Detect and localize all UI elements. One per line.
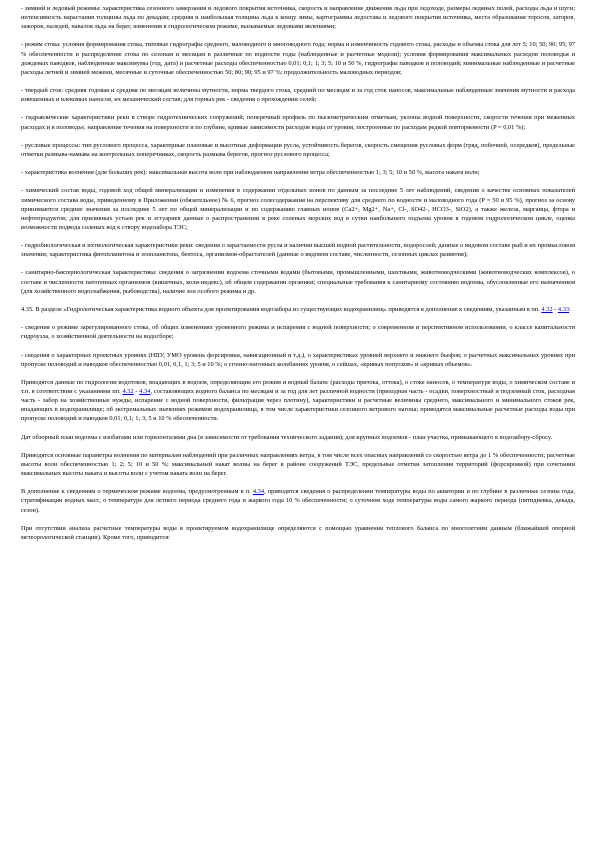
- link-4-32-inline[interactable]: 4.32: [122, 388, 134, 396]
- paragraph-sanitary: - санитарно-бактериологическая характеристика: сведения о загрязнении водоема сточными водами (бытовыми, промышленными, шахтными, животноводческими (животноводческих комплексов), о составе и численности патогенных организмов (кишечных, коли-индекс), об общем содержании органики; специальные требования к санитарному состоянию водоема, обусловленные его назначением (для хозяйственного водоснабжения, рыбоводства), наличие зон особого режима и др.: [21, 269, 575, 295]
- paragraph-runoff-regime: - режим стока: условия формирования стока, типовые гидрографы среднего, маловодного и многоводного года; норма и изменчивость годового стока, расходы и объемы стока для лет 5; 10; 50; 90; 95; 97 % обеспеченности и распределение стока по сезонам и месяцам в различные по водности годы (наблюденные и расчетные модели); условия формирования максимальных расходов половодья и дождевых паводков, наблюденные максимумы (год, дата) и расчетные расходы обеспеченностью 0,01; 0,1; 1; 3; 5; 10 и 50 %, гидрографы паводков и половодий; минимальные наблюденные и расчетные расходы летней и зимней межени, месячные и суточные обеспеченностью 50; 80; 90; 95 и 97 %; продолжительность маловодных периодов;: [21, 41, 575, 76]
- paragraph-section-4-35: [21, 305, 575, 314]
- section-4-35-text: 4.35. В разделе «Гидрологическая характеристика водного объекта для проектирования водозабора из существующих водохранилищ» приводятся в дополнение к сведениям, указанным в пп. 4.32 - 4.33:: [21, 305, 571, 313]
- link-4-33-inline[interactable]: 4.33: [557, 305, 570, 313]
- paragraph-hydraulic-characteristics: - гидравлические характеристики реки в створе гидротехнических сооружений; поперечный профиль по пьезометрическим отметкам, уклоны водной поверхности, скорости течения при меженных расходах и в половодье, направление течения на поверхности и по глубине, кривые зависимости расходов воды от уровня, построенные по расходам редкой повторяемости (P = 0,01 %);: [21, 114, 575, 131]
- paragraph-chemical-composition: - химический состав воды, годовой ход общей минерализации и изменения в содержании отдельных ионов по данным за последние 5 лет наблюдений, сведения о качестве основных показателей химического состава воды, приведенному в Приложении (обязательное) № 6, прогноз солесодержания на перспективу для среднего по водности и маловодного года (P = 50 и 95 %), прогноз за основу принимаются средние значения за последние 5 лет по общей минерализации и по содержанию главных ионов (Ca2+, Mg2+, Na+, Cl-, SO42-, HCO3-, SiO2), а также железа, марганца, фтора и нефтепродуктов; для приливных устьев рек и эстуариев данные о распространении в реке соленых морских вод в сутки наибольшего подъема уровня в годовом гидрологическом цикле, оценка возможности подвода соленых вод к створу водозабора ТЭС;: [21, 187, 575, 231]
- link-4-34-inline[interactable]: 4.34: [252, 488, 265, 496]
- link-4-32-inline[interactable]: 4.32: [541, 305, 553, 313]
- paragraph-wave-parameters: Приводятся основные параметры волнения по материалам наблюдений при различных направлениях ветра, в том числе всех опасных направлений со скоростью ветра до 1 % обеспеченности; расчетные высоты волн обеспеченностью 1; 2; 5; 10 и 50 %; максимальный накат волны на берег в районе сооружений ТЭС, предельные отметки затопления территорий (форсировкой) при сочетании максимальных высоты наката и высоты волн с учетом наката волн на берег.: [21, 451, 575, 478]
- paragraph-ice-regime: - зимний и ледовый режимы: характеристика сезонного замерзания и ледового покрытия источника, скорость и направление движения льда при ледоходе, размеры ледяных полей, расходы льда и шуги; интенсивность нарастания толщины льда по декадам; средняя и наибольшая толщина льда к концу зимы, картограммы ледостава и ледового покрытия источника, места образования торосов, заторов, зажоров, наледей, навалов льда на берег, изменения в гидрологическом режиме, вызываемые ледовыми явлениями;: [21, 5, 575, 31]
- paragraph-regulated-runoff: - сведения о режиме зарегулированного стока, об общих изменениях уровенного режима и испарения с водной поверхности; о современном и перспективном использовании, о классе капитальности гидроузла, о хозяйственной деятельности на водосборе;: [21, 324, 575, 341]
- paragraph-tributary-hydrology: Приводятся данные по гидрологии водотоков, впадающих в водоем, определяющие его режим и водный баланс (расходы притока, оттока), о стоке наносов, о температуре воды, о химическом составе и т.п. в соответствии с указаниями пп. 4.32 - 4.34, составляющих водного баланса по месяцам и за год для лет различной водности (приходная часть - осадки, поверхностный и подземный сток, расходная часть - забор на хозяйственные нужды, испарение с водной поверхности, фильтрация через плотину), характеристики и расчетные величины среднего, максимального и минимального стоков рек, впадающих в водохранилище; об экстремальных значениях режимов водохранилища, в том числе характеристики сезонного ветрового нагона; приводятся максимальные расчетные расходы воды при пропуске половодий и паводков 0,01; 0,1; 1; 3; 5 и 10 % обеспеченности.: [21, 378, 575, 423]
- paragraph-design-levels: - сведения о характерных проектных уровнях (НПУ, УМО уровень форсировки, навигационный и т.д.), о характеристиках уровней верхнего и нижнего бьефов; о расчетных максимальных уровнях при пропуске половодий и паводков обеспеченностью 0,01, 0,1, 1; 3; 5 и 10 %; о сгонно-нагонных колебаниях уровня, о сейшах, «кривых попусков» и «кривых объемов».: [21, 351, 575, 368]
- paragraph-wave-characteristics: - характеристика волнения (для больших рек): максимальная высота волн при наблюдаемом направлении ветра обеспеченностью 1; 3; 5; 10 и 50 %, высота наката волн;: [21, 169, 480, 177]
- paragraph-thermal-regime: В дополнение к сведениям о термическом режиме водоема, предусмотренным в п. 4.34, приводятся сведения о распределении температуры воды по акватории и по глубине в различные сезоны года, стратификации водных масс, о температуре для летнего периода среднего года и жаркого года 10 % обеспеченности; о суточном ходе температуры воды самого жаркого периода (пятидневка, декада, сезон).: [21, 488, 575, 514]
- paragraph-channel-processes: - русловые процессы: тип руслового процесса, характерные плановые и высотные деформации русла, устойчивость берегов, скорость смещения русловых форм (гряд, побочней, осередков), предельные отметки размыва-намыва на контрольных поперечниках, скорость размыва берегов, прогноз руслового процесса;: [21, 141, 575, 158]
- paragraph-overview-plan: Дат обзорный план водоема с изобатами или горизонталями дна (в зависимости от требования технического задания); для крупных водоемов - план участка, примыкающего к водозабору-сбросу.: [21, 433, 553, 441]
- paragraph-hydrobiology: - гидробиологическая и ихтиологическая характеристики реки: сведения о зарастаемости русла и наличии высшей водной растительности, водорослей; данные о видовом составе рыб и их промысловом значении; характеристика фитопланктона и зоопланктона, бентоса, организмов-обрастателей (данные о видовом составе, численности, сезонных циклах развития);: [21, 242, 575, 259]
- link-4-34-inline[interactable]: 4.34: [139, 388, 151, 396]
- paragraph-heat-balance: При отсутствии анализа расчетные температуры воды в проектируемом водохранилище определяются с помощью уравнения теплового баланса по многолетним данным (ближайшей опорной метеорологической станции). Кроме того, приводится:: [21, 524, 575, 541]
- paragraph-sediment-runoff: - твердый сток: средняя годовая и средняя по месяцам величины мутности, норма твердого стока, средний по месяцам и за год сток наносов, максимальные наблюденные значения мутности и расхода взвешенных и влекомых наносов, их механический состав; для горных рек - сведения о прохождении селей;: [21, 87, 575, 104]
